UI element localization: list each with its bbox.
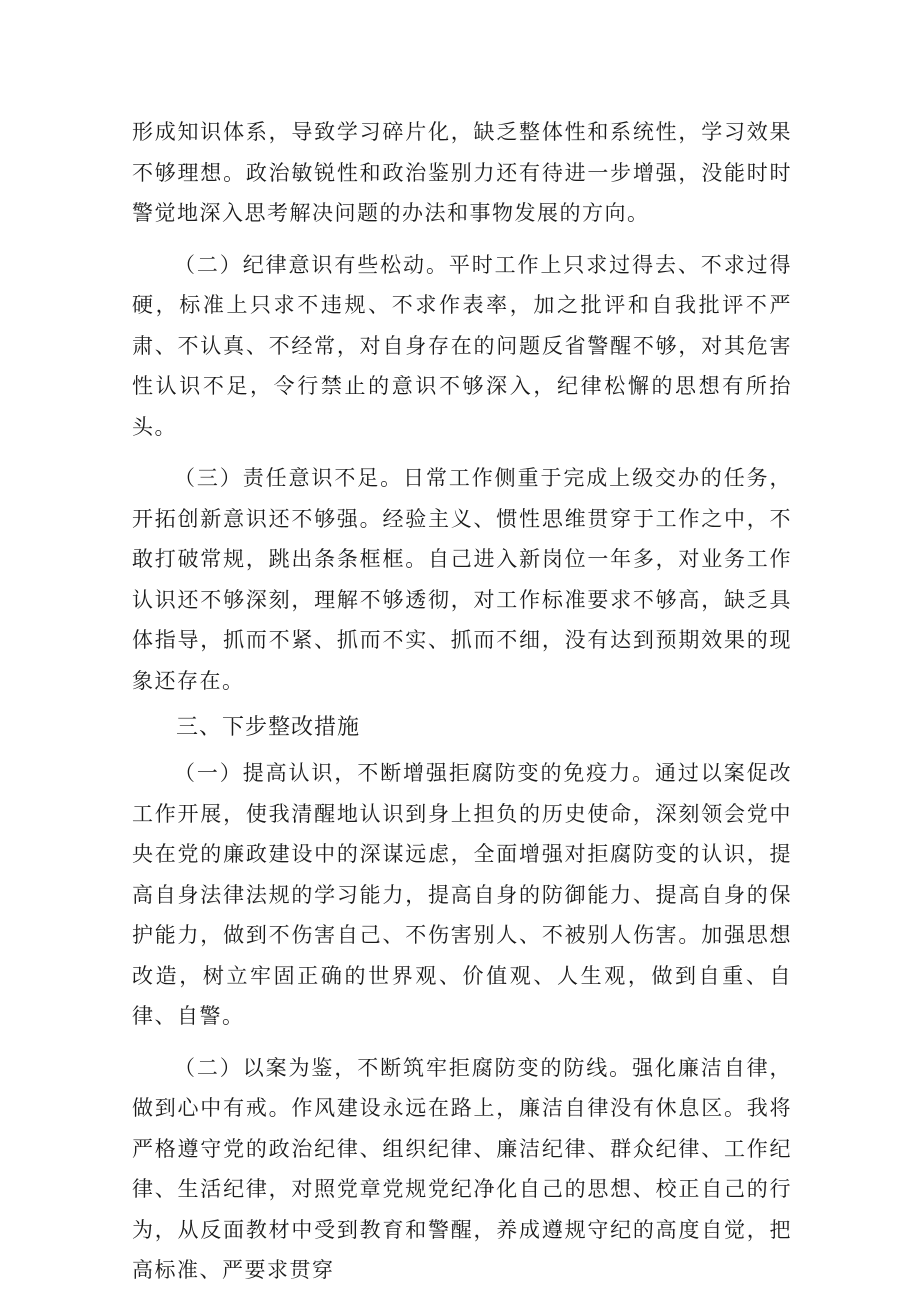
paragraph-raise-awareness: （一）提高认识，不断增强拒腐防变的免疫力。通过以案促改工作开展，使我清醒地认识到身上担负的历史使命，深刻领会党中央在党的廉政建设中的深谋远虑，全面增强对拒腐防变的认识，提高自身法律法规的学习能力，提高自身的防御能力、提高自身的保护能力，做到不伤害自己、不伤害别人、不被别人伤害。加强思想改造，树立牢固正确的世界观、价值观、人生观，做到自重、自律、自警。	[132, 761, 792, 1028]
paragraph-responsibility-awareness: （三）责任意识不足。日常工作侧重于完成上级交办的任务，开拓创新意识还不够强。经验主义、惯性思维贯穿于工作之中，不敢打破常规，跳出条条框框。自己进入新岗位一年多，对业务工作认识还不够深刻，理解不够透彻，对工作标准要求不够高，缺乏具体指导，抓而不紧、抓而不实、抓而不细，没有达到预期效果的现象还存在。	[132, 466, 792, 693]
document-body	[132, 112, 792, 1291]
paragraph-learn-from-cases: （二）以案为鉴，不断筑牢拒腐防变的防线。强化廉洁自律，做到心中有戒。作风建设永远在路上，廉洁自律没有休息区。我将严格遵守党的政治纪律、组织纪律、廉洁纪律、群众纪律、工作纪律、生活纪律，对照党章党规党纪净化自己的思想、校正自己的行为，从反面教材中受到教育和警醒，养成遵规守纪的高度自觉，把高标准、严要求贯穿	[132, 1055, 792, 1282]
paragraph-discipline-awareness: （二）纪律意识有些松动。平时工作上只求过得去、不求过得硬，标准上只求不违规、不求作表率，加之批评和自我批评不严肃、不认真、不经常，对自身存在的问题反省警醒不够，对其危害性认识不足，令行禁止的意识不够深入，纪律松懈的思想有所抬头。	[132, 252, 792, 439]
section-heading-rectification: 三、下步整改措施	[176, 715, 361, 740]
paragraph-continuation: 形成知识体系，导致学习碎片化，缺乏整体性和系统性，学习效果不够理想。政治敏锐性和政治鉴别力还有待进一步增强，没能时时警觉地深入思考解决问题的办法和事物发展的方向。	[132, 120, 792, 225]
